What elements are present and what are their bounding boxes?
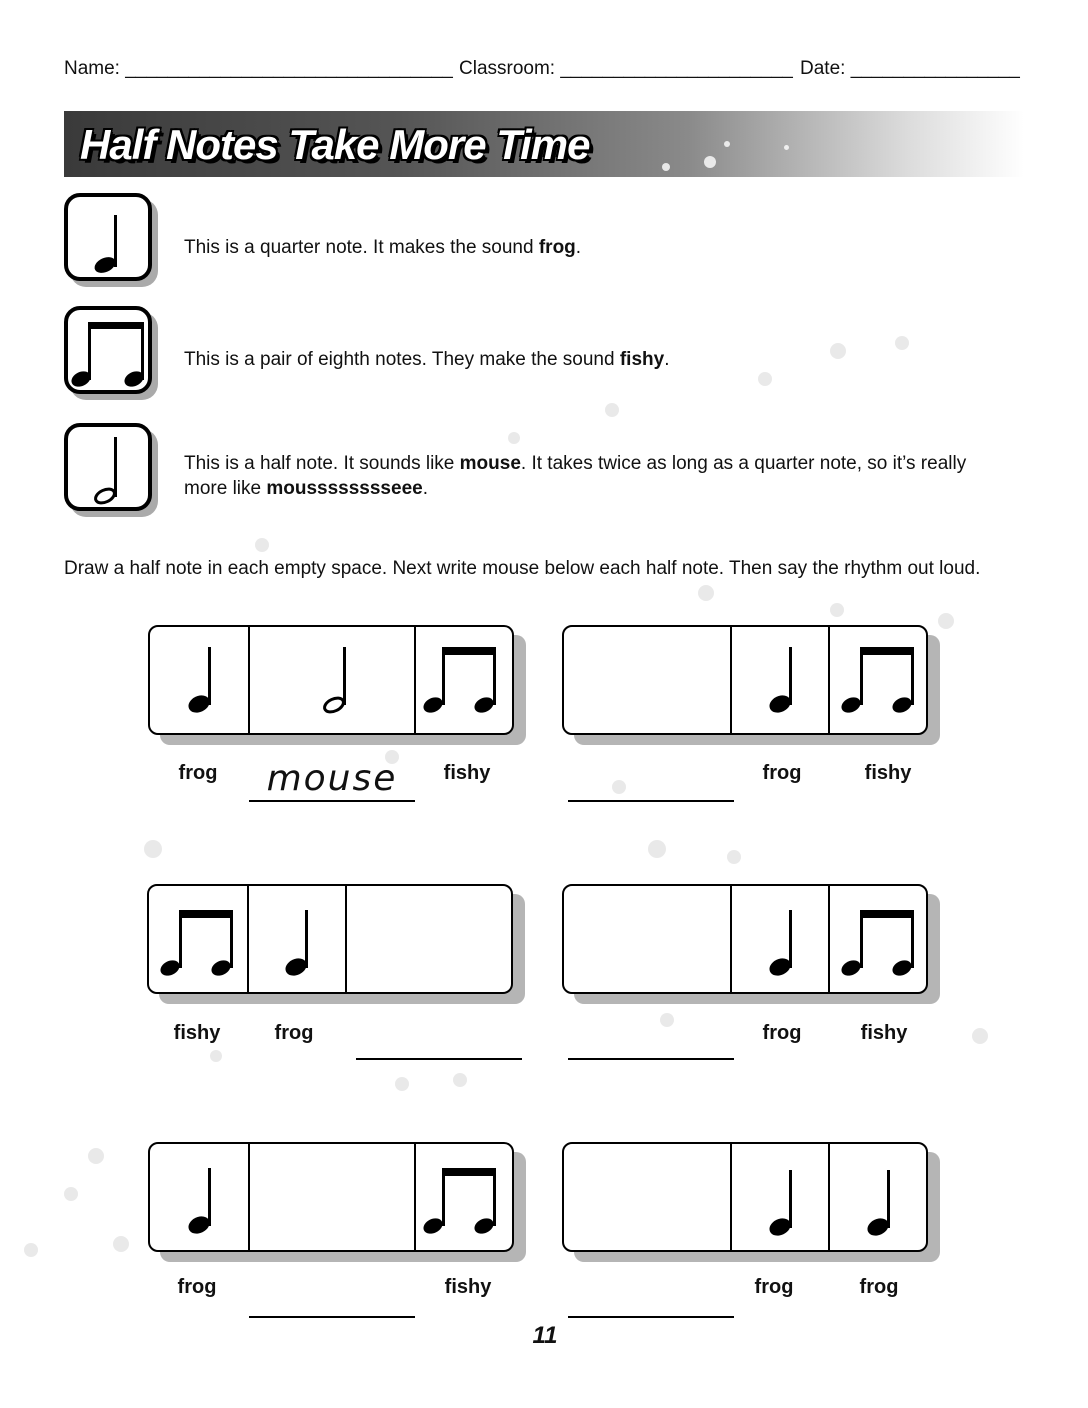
measure-cell [150, 627, 248, 733]
answer-line[interactable] [568, 1316, 734, 1318]
measure-cell [828, 1144, 928, 1250]
answer-line[interactable] [568, 1058, 734, 1060]
rhythm-label: frog [274, 1022, 314, 1044]
rhythm-label: fishy [860, 1022, 908, 1044]
title-banner [64, 111, 1024, 177]
measure-cell [828, 886, 928, 992]
quarter-note-icon [68, 197, 156, 285]
page-title: Half Notes Take More Time [80, 121, 590, 168]
measure-cell [414, 627, 514, 733]
quarter-note-icon-box [64, 193, 152, 281]
quarter-note-icon [249, 886, 347, 996]
eighth-notes-icon [830, 886, 928, 996]
eighth-notes-icon-box [64, 306, 152, 394]
empty-half-note-space[interactable] [248, 1144, 416, 1250]
rhythm-label: fishy [173, 1022, 221, 1044]
rhythm-label: fishy [443, 762, 491, 784]
quarter-note-definition: This is a quarter note. It makes the sound frog. [184, 237, 582, 258]
half-note-icon [250, 627, 416, 737]
eighth-notes-icon [149, 886, 247, 996]
measure-cell [150, 1144, 248, 1250]
rhythm-label: frog [859, 1276, 899, 1298]
rhythm-label: fishy [444, 1276, 492, 1298]
eighth-notes-definition: This is a pair of eighth notes. They make the sound fishy. [184, 349, 670, 370]
half-note-definition: This is a half note. It sounds like mouse. It takes twice as long as a quarter note, so it’s really more like mousssssssseee. [184, 453, 967, 499]
quarter-note-icon [830, 1144, 928, 1254]
quarter-note-icon [732, 886, 830, 996]
rhythm-measure-3 [147, 884, 513, 994]
measure-cell [414, 1144, 514, 1250]
rhythm-measure-5 [148, 1142, 514, 1252]
measure-cell [730, 627, 830, 733]
empty-half-note-space[interactable] [345, 886, 513, 992]
name-field-label: Name: _______________________________ [64, 58, 453, 79]
example-answer: mouse [266, 758, 398, 799]
rhythm-measure-6 [562, 1142, 928, 1252]
rhythm-label: frog [178, 762, 218, 784]
answer-line[interactable] [249, 800, 415, 802]
quarter-note-icon [732, 627, 830, 737]
measure-cell [730, 1144, 830, 1250]
quarter-note-icon [732, 1144, 830, 1254]
rhythm-label: fishy [864, 762, 912, 784]
half-note-icon [68, 427, 156, 515]
half-note-icon-box [64, 423, 152, 511]
eighth-notes-icon [416, 1144, 514, 1254]
rhythm-label: frog [762, 1022, 802, 1044]
measure-cell [248, 627, 416, 733]
date-field-label: Date: ________________ [800, 58, 1020, 79]
measure-cell [149, 886, 247, 992]
measure-cell [730, 886, 830, 992]
rhythm-label: frog [754, 1276, 794, 1298]
empty-half-note-space[interactable] [564, 1144, 730, 1250]
answer-line[interactable] [356, 1058, 522, 1060]
quarter-note-icon [150, 1144, 248, 1254]
empty-half-note-space[interactable] [564, 627, 730, 733]
measure-cell [247, 886, 347, 992]
answer-line[interactable] [249, 1316, 415, 1318]
instructions: Draw a half note in each empty space. Next write mouse below each half note. Then say the rhythm out loud. [64, 558, 981, 579]
answer-line[interactable] [568, 800, 734, 802]
eighth-notes-icon [416, 627, 514, 737]
page-number: 11 [532, 1322, 558, 1349]
rhythm-measure-1 [148, 625, 514, 735]
rhythm-measure-4 [562, 884, 928, 994]
rhythm-label: frog [177, 1276, 217, 1298]
eighth-notes-icon [68, 310, 156, 398]
empty-half-note-space[interactable] [564, 886, 730, 992]
quarter-note-icon [150, 627, 248, 737]
rhythm-label: frog [762, 762, 802, 784]
measure-cell [828, 627, 928, 733]
eighth-notes-icon [830, 627, 928, 737]
classroom-field-label: Classroom: ______________________ [459, 58, 793, 79]
rhythm-measure-2 [562, 625, 928, 735]
